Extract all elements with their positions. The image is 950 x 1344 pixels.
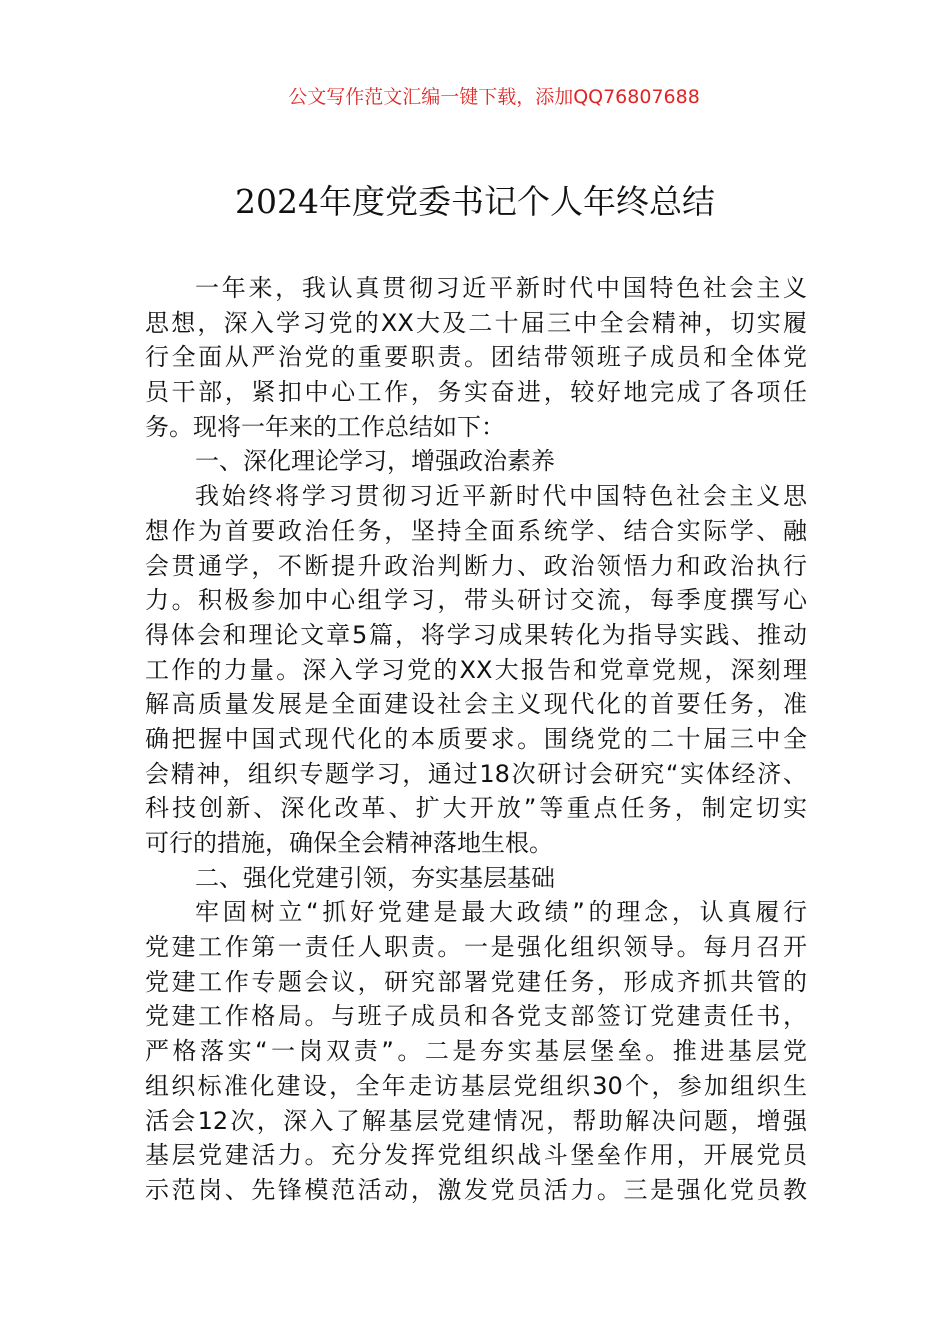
paragraph-line: 党建工作格局。与班子成员和各党支部签订党建责任书， (145, 1002, 807, 1031)
document-body (145, 271, 807, 1208)
paragraph-line: 牢固树立“抓好党建是最大政绩”的理念，认真履行 (195, 898, 807, 927)
heading-text: 二、强化党建引领，夯实基层基础 (195, 863, 555, 892)
heading-text: 一、深化理论学习，增强政治素养 (195, 447, 555, 476)
paragraph-line: 行全面从严治党的重要职责。团结带领班子成员和全体党 (145, 343, 807, 372)
paragraph-line: 会贯通学，不断提升政治判断力、政治领悟力和政治执行 (145, 551, 807, 580)
paragraph-line: 务。现将一年来的工作总结如下： (145, 412, 505, 441)
paragraph-line: 党建工作专题会议，研究部署党建任务，形成齐抓共管的 (145, 967, 807, 996)
watermark-text: 公文写作范文汇编一键下载，添加QQ76807688 (288, 86, 700, 108)
paragraph-line: 会精神，组织专题学习，通过18次研讨会研究“实体经济、 (145, 759, 807, 788)
paragraph-line: 严格落实“一岗双责”。二是夯实基层堡垒。推进基层党 (145, 1037, 807, 1066)
paragraph-line: 科技创新、深化改革、扩大开放”等重点任务，制定切实 (145, 794, 807, 823)
section-heading (145, 861, 807, 896)
paragraph-line: 基层党建活力。充分发挥党组织战斗堡垒作用，开展党员 (145, 1141, 807, 1170)
document-title: 2024年度党委书记个人年终总结 (235, 182, 715, 221)
paragraph (145, 479, 807, 861)
paragraph-line: 可行的措施，确保全会精神落地生根。 (145, 829, 553, 857)
paragraph-line: 活会12次，深入了解基层党建情况，帮助解决问题，增强 (145, 1106, 807, 1135)
paragraph-line: 想作为首要政治任务，坚持全面系统学、结合实际学、融 (145, 516, 807, 545)
paragraph-line: 确把握中国式现代化的本质要求。围绕党的二十届三中全 (145, 724, 807, 753)
paragraph-line: 员干部，紧扣中心工作，务实奋进，较好地完成了各项任 (145, 378, 807, 407)
paragraph-line: 我始终将学习贯彻习近平新时代中国特色社会主义思 (195, 482, 807, 511)
paragraph-line: 党建工作第一责任人职责。一是强化组织领导。每月召开 (145, 933, 807, 962)
paragraph-line: 一年来，我认真贯彻习近平新时代中国特色社会主义 (195, 274, 807, 302)
paragraph-line: 组织标准化建设，全年走访基层党组织30个，参加组织生 (145, 1071, 807, 1100)
paragraph-line: 解高质量发展是全面建设社会主义现代化的首要任务，准 (145, 690, 807, 719)
paragraph-line: 力。积极参加中心组学习，带头研讨交流，每季度撰写心 (145, 586, 807, 615)
paragraph-line: 思想，深入学习党的XX大及二十届三中全会精神，切实履 (145, 308, 807, 337)
section-heading (145, 444, 807, 479)
paragraph (145, 271, 807, 444)
paragraph-line: 工作的力量。深入学习党的XX大报告和党章党规，深刻理 (145, 655, 807, 684)
paragraph-line: 示范岗、先锋模范活动，激发党员活力。三是强化党员教 (145, 1175, 807, 1204)
paragraph (145, 895, 807, 1207)
paragraph-line: 得体会和理论文章5篇，将学习成果转化为指导实践、推动 (145, 620, 807, 649)
